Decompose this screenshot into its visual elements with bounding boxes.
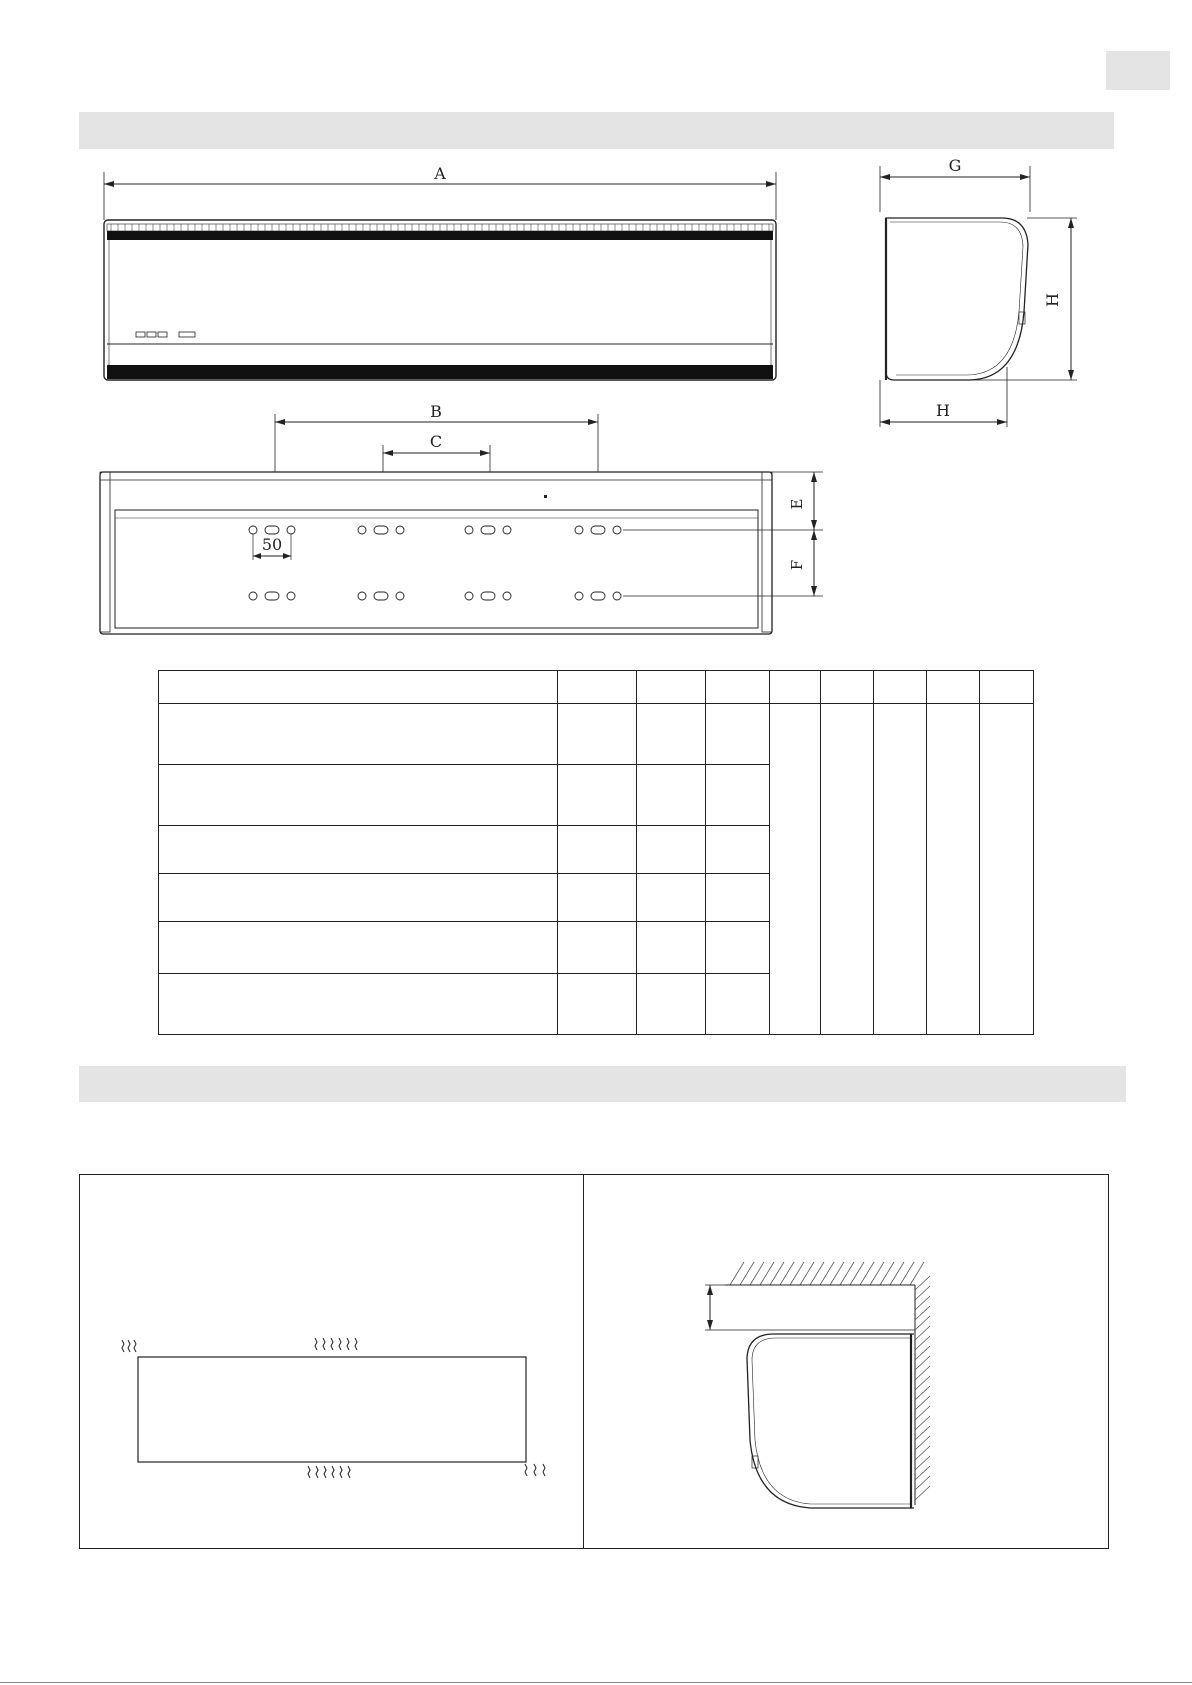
unit-back-body <box>100 472 772 634</box>
page-section-tab <box>1106 51 1170 90</box>
table-cell <box>637 704 706 765</box>
dim-label-f: F <box>788 559 806 571</box>
dim-label-h-horizontal: H <box>936 401 950 420</box>
table-cell <box>637 874 706 922</box>
table-cell <box>706 974 770 1035</box>
table-cell <box>770 671 821 704</box>
table-cell <box>558 765 637 826</box>
table-cell <box>706 704 770 765</box>
unit-outline-rect <box>138 1357 526 1462</box>
table-cell <box>159 765 558 826</box>
dim-label-g: G <box>948 156 962 175</box>
table-cell <box>558 704 637 765</box>
wall-hatch <box>915 1276 930 1500</box>
dim-label-50: 50 <box>261 535 283 554</box>
table-row <box>159 704 1034 765</box>
table-cell <box>159 974 558 1035</box>
airflow-marks-top-left <box>122 1340 136 1352</box>
table-cell <box>874 671 927 704</box>
table-cell <box>159 874 558 922</box>
table-cell-merged <box>927 704 980 1035</box>
table-cell <box>558 874 637 922</box>
wall-clearance-diagram <box>690 1250 940 1520</box>
table-cell <box>637 765 706 826</box>
section-header-dimensions <box>79 112 1114 149</box>
top-dark-strip <box>107 231 773 240</box>
dimensions-table <box>158 670 1034 1035</box>
clearance-diagram <box>110 1330 570 1490</box>
table-cell <box>706 874 770 922</box>
dim-label-c: C <box>429 432 443 451</box>
table-cell <box>637 826 706 874</box>
table-cell <box>159 671 558 704</box>
table-header-row <box>159 671 1034 704</box>
table-cell <box>706 765 770 826</box>
table-cell <box>927 671 980 704</box>
bottom-dark-strip <box>107 365 773 379</box>
table-cell <box>637 922 706 974</box>
airflow-marks-bottom-center <box>308 1466 350 1478</box>
back-view-drawing <box>95 400 835 640</box>
table-cell <box>637 974 706 1035</box>
table-cell <box>706 922 770 974</box>
table-cell-merged <box>874 704 927 1035</box>
table-cell <box>637 671 706 704</box>
unit-body <box>104 220 776 380</box>
dim-label-e: E <box>788 498 806 510</box>
unit-profile-mounted <box>747 1334 914 1508</box>
table-cell <box>706 671 770 704</box>
table-cell <box>980 671 1034 704</box>
section-header-installation <box>79 1066 1126 1102</box>
airflow-marks-bottom-right <box>525 1464 545 1476</box>
ceiling-hatch <box>730 1262 924 1285</box>
table-cell <box>558 826 637 874</box>
airflow-marks-top-center <box>315 1338 357 1350</box>
dim-label-a: A <box>434 164 446 183</box>
table-cell <box>159 704 558 765</box>
table-cell <box>821 671 874 704</box>
panel-divider <box>583 1174 584 1549</box>
table-cell <box>159 826 558 874</box>
table-cell <box>558 922 637 974</box>
table-cell <box>159 922 558 974</box>
dim-label-h-vertical: H <box>1043 293 1062 307</box>
unit-profile <box>886 218 1028 380</box>
page-bottom-rule <box>0 1682 1192 1683</box>
table-cell <box>706 826 770 874</box>
front-view-drawing <box>95 160 790 390</box>
table-cell <box>558 974 637 1035</box>
side-view-drawing <box>872 152 1082 432</box>
table-cell <box>558 671 637 704</box>
table-cell-merged <box>770 704 821 1035</box>
table-cell-merged <box>980 704 1034 1035</box>
dim-label-b: B <box>430 402 442 421</box>
table-cell-merged <box>821 704 874 1035</box>
